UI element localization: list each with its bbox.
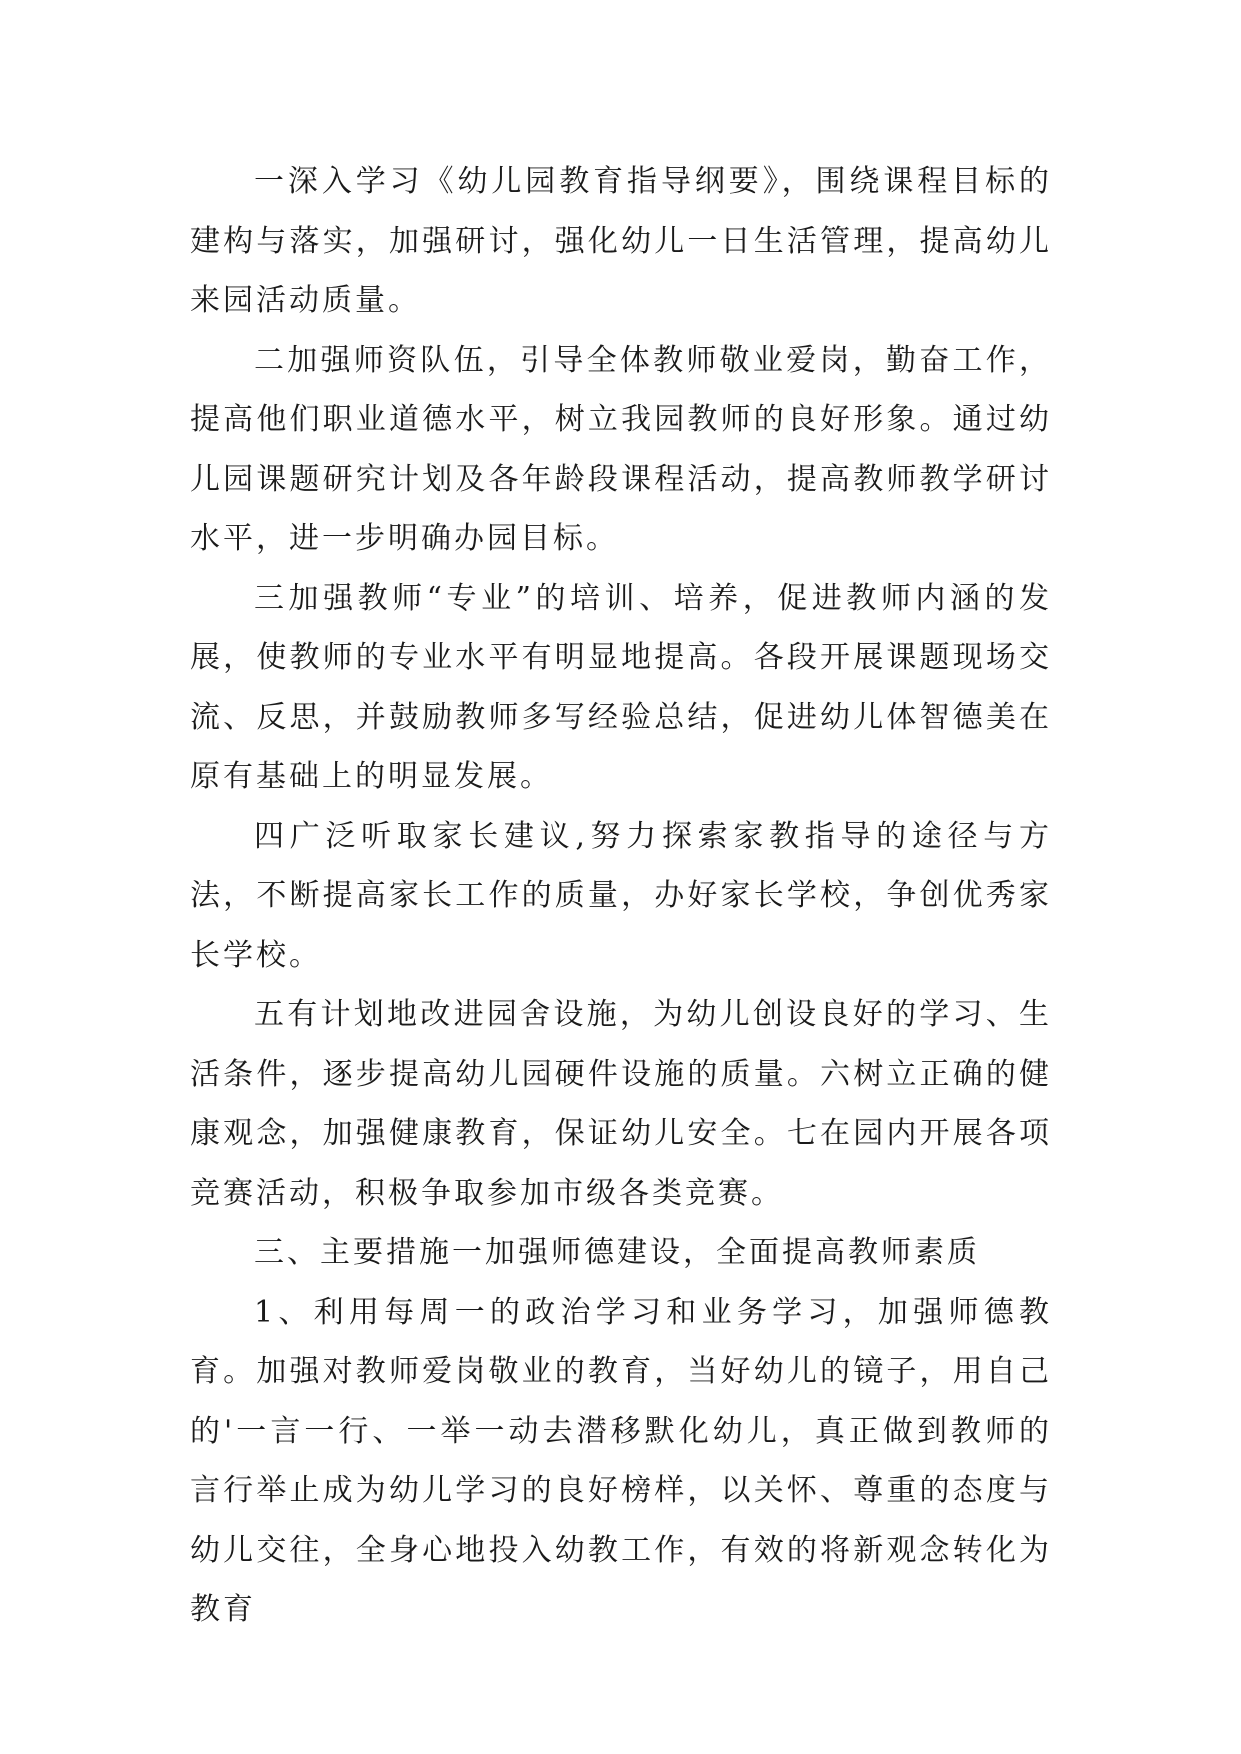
paragraph-3: 三加强教师“专业”的培训、培养，促进教师内涵的发展，使教师的专业水平有明显地提高。各段开展课题现场交流、反思，并鼓励教师多写经验总结，促进幼儿体智德美在原有基础上的明显发展。: [190, 580, 1052, 794]
document-body: [190, 152, 1052, 1640]
paragraph-7: 1、利用每周一的政治学习和业务学习，加强师德教育。加强对教师爱岗敬业的教育，当好幼儿的镜子，用自己的'一言一行、一举一动去潜移默化幼儿，真正做到教师的言行举止成为幼儿学习的良好榜样，以关怀、尊重的态度与幼儿交往，全身心地投入幼教工作，有效的将新观念转化为教育: [190, 1294, 1052, 1627]
paragraph-1: 一深入学习《幼儿园教育指导纲要》，围绕课程目标的建构与落实，加强研讨，强化幼儿一日生活管理，提高幼儿来园活动质量。: [190, 164, 1052, 318]
paragraph-4: 四广泛听取家长建议,努力探索家教指导的途径与方法，不断提高家长工作的质量，办好家长学校，争创优秀家长学校。: [190, 818, 1052, 973]
paragraph-2: 二加强师资队伍，引导全体教师敬业爱岗，勤奋工作，提高他们职业道德水平，树立我园教师的良好形象。通过幼儿园课题研究计划及各年龄段课程活动，提高教师教学研讨水平，进一步明确办园目标。: [190, 342, 1052, 556]
paragraph-5: 五有计划地改进园舍设施，为幼儿创设良好的学习、生活条件，逐步提高幼儿园硬件设施的质量。六树立正确的健康观念，加强健康教育，保证幼儿安全。七在园内开展各项竞赛活动，积极争取参加市级各类竞赛。: [190, 997, 1052, 1211]
section-heading-measures: 三、主要措施一加强师德建设，全面提高教师素质: [254, 1235, 980, 1270]
